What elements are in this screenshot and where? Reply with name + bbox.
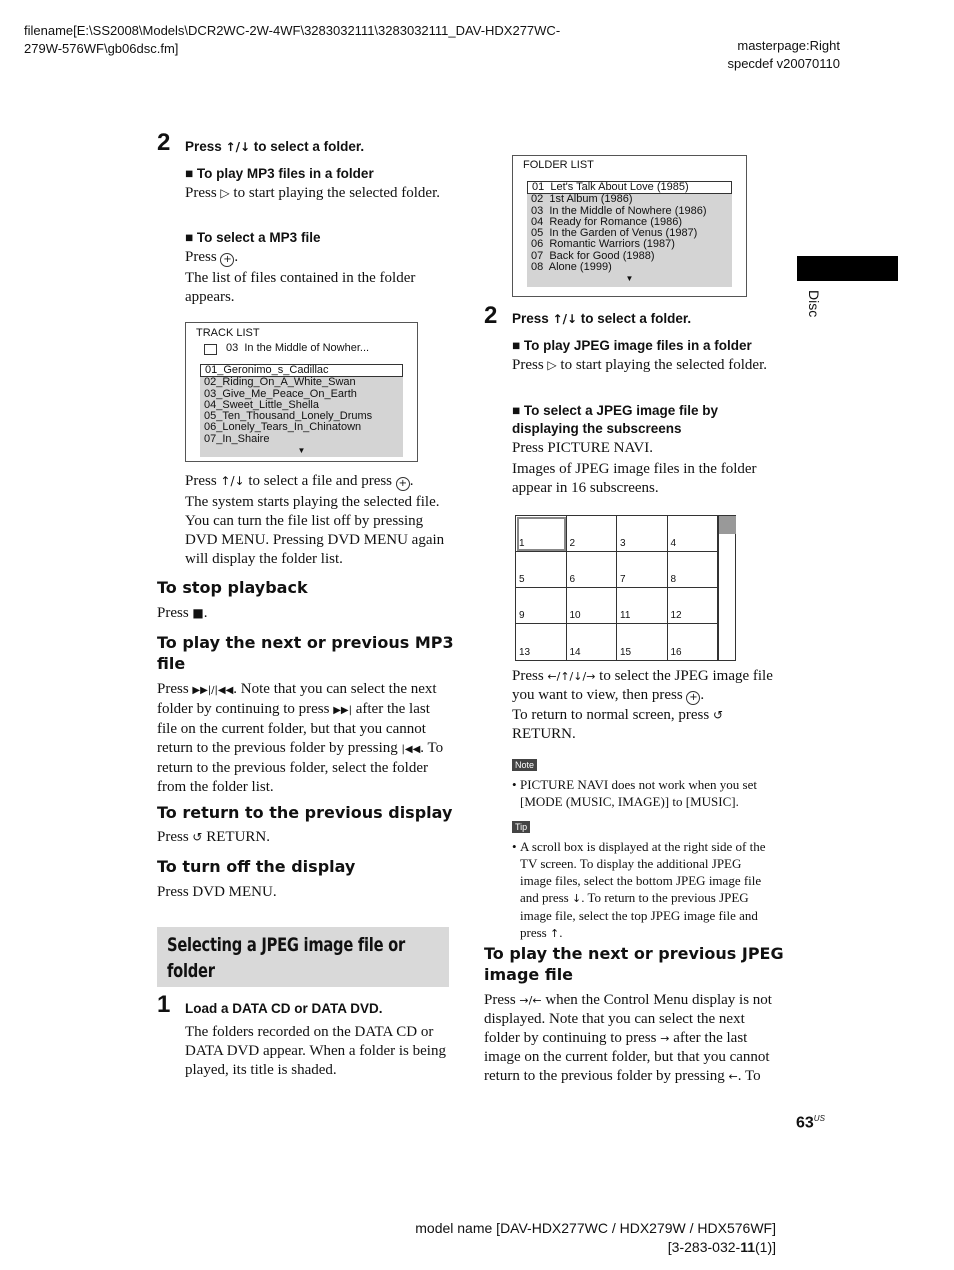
cell-number: 16	[670, 647, 682, 658]
track-list	[200, 364, 403, 457]
bullet-icon: •	[512, 777, 517, 792]
up-down-arrow-icon: ↑/↓	[225, 140, 251, 154]
subheading-text: To select a MP3 file	[196, 230, 321, 245]
subheading-play-jpeg	[512, 337, 752, 355]
current-folder-name: 03 In the Middle of Nowher...	[226, 342, 370, 354]
play-icon: ▷	[220, 186, 230, 200]
paragraph	[512, 356, 774, 375]
paragraph: The list of files contained in the folder appears.	[185, 270, 416, 305]
text: to start playing the selected folder.	[556, 357, 768, 373]
model-name: model name [DAV-HDX277WC / HDX279W / HDX576WF]	[415, 1220, 776, 1236]
step-number: 1	[157, 991, 171, 1018]
next-prev-icon: ▶▶|/|◀◀	[192, 685, 234, 696]
play-icon: ▷	[547, 358, 557, 372]
step-heading: Load a DATA CD or DATA DVD.	[185, 1001, 383, 1016]
paragraph	[185, 248, 445, 267]
list-item[interactable]: 07_In_Shaire	[204, 432, 270, 445]
note-text-row	[512, 776, 774, 810]
return-icon: ↺	[192, 830, 203, 844]
text: RETURN.	[202, 829, 270, 845]
subscreen-cell[interactable]	[516, 588, 567, 624]
note-text: PICTURE NAVI does not work when you set [MODE (MUSIC, IMAGE)] to [MUSIC].	[520, 777, 757, 809]
subscreen-cell[interactable]	[516, 624, 567, 660]
list-item[interactable]: 03_Give_Me_Peace_On_Earth	[204, 387, 357, 400]
tip-text: .	[559, 925, 563, 940]
filename-line-2: 279W-576WF\gb06dsc.fm]	[24, 41, 179, 56]
paragraph	[185, 184, 445, 203]
cell-number: 5	[519, 574, 525, 585]
subheading-play-mp3	[185, 165, 374, 183]
step-number: 2	[157, 129, 171, 156]
text: Press	[512, 357, 548, 373]
list-item[interactable]: 08 Alone (1999)	[531, 261, 612, 274]
list-item[interactable]: 03 In the Middle of Nowhere (1986)	[531, 204, 707, 217]
cell-number: 12	[670, 610, 682, 621]
text: Press	[185, 185, 221, 201]
text: Press	[157, 681, 193, 697]
code-text-bold: 11	[740, 1239, 755, 1255]
tip-text-row	[512, 838, 774, 942]
note-badge: Note	[512, 759, 537, 771]
list-item[interactable]: 01_Geronimo_s_Cadillac	[200, 364, 403, 377]
section-title: Selecting a JPEG image file or folder	[167, 934, 405, 982]
page-number-value: 63	[796, 1114, 814, 1132]
paragraph	[512, 706, 774, 744]
list-item[interactable]: 05_Ten_Thousand_Lonely_Drums	[204, 410, 373, 423]
cell-number: 2	[569, 538, 576, 549]
scroll-down-icon: ▼	[625, 274, 634, 284]
text: .	[409, 473, 414, 489]
subscreen-cell[interactable]	[567, 516, 618, 552]
subheading-text: To play JPEG image files in a folder	[523, 338, 752, 353]
code-text: [3-283-032-	[667, 1239, 741, 1255]
text: to select a file and press	[244, 473, 396, 489]
step-number: 2	[484, 302, 498, 329]
footer	[380, 1219, 776, 1257]
filename-header	[24, 22, 644, 58]
cell-number: 3	[620, 538, 626, 549]
down-arrow-icon: ↓	[572, 892, 582, 905]
text: to select the JPEG image file you want to view, then press	[512, 668, 773, 703]
cell-number: 15	[620, 647, 632, 658]
text: .	[203, 605, 208, 621]
subscreen-cell[interactable]	[567, 624, 618, 660]
bullet-icon: •	[512, 839, 517, 854]
subheading-select-jpeg	[512, 402, 774, 438]
heading-text: Press	[185, 139, 226, 154]
section-heading-next-prev-jpeg: To play the next or previous JPEG image file	[484, 944, 784, 984]
list-item[interactable]: 02_Riding_On_A_White_Swan	[204, 376, 356, 389]
enter-button-icon: +	[220, 253, 234, 267]
square-bullet-icon: ■	[185, 230, 197, 245]
subscreen-cell[interactable]	[617, 588, 668, 624]
next-icon: ▶▶|	[333, 705, 352, 716]
text: Press	[512, 668, 548, 684]
cell-number: 10	[569, 610, 581, 621]
return-icon: ↺	[712, 708, 724, 722]
paragraph	[484, 991, 776, 1086]
folder-list	[527, 181, 732, 287]
paragraph	[157, 604, 208, 623]
heading-text: to select a folder.	[250, 139, 365, 154]
tip-box	[512, 817, 774, 942]
subheading-text: To select a JPEG image file by displaying the subscreens	[512, 403, 718, 436]
step-heading	[512, 311, 691, 326]
list-item[interactable]: 05 In the Garden of Venus (1987)	[531, 227, 698, 240]
list-item[interactable]: 02 1st Album (1986)	[531, 193, 633, 206]
tip-badge: Tip	[512, 821, 530, 833]
paragraph	[512, 667, 774, 705]
cell-number: 4	[670, 538, 677, 549]
text: after the last image on the current folder, but that you cannot return to the previous folder by pressing	[484, 1030, 770, 1084]
text: after the last file on the current folder, but that you cannot return to the previous folder by pressing	[157, 701, 430, 756]
up-arrow-icon: ↑	[549, 927, 560, 940]
cell-number: 8	[670, 574, 677, 585]
cell-number: 9	[519, 610, 525, 621]
subscreen-cell[interactable]	[668, 624, 719, 660]
stop-icon: ■	[192, 606, 204, 620]
text: .	[234, 249, 239, 265]
document-code	[380, 1238, 776, 1257]
square-bullet-icon: ■	[512, 403, 524, 418]
page-number	[796, 1114, 825, 1132]
filename-line-1: filename[E:\SS2008\Models\DCR2WC-2W-4WF\3283032111\3283032111_DAV-HDX277WC-	[24, 23, 561, 38]
paragraph: The folders recorded on the DATA CD or DATA DVD appear. When a folder is being played, its title is shaded.	[185, 1024, 446, 1078]
subscreen-cell[interactable]	[567, 552, 618, 588]
text: Press	[157, 829, 193, 845]
cell-number: 13	[519, 647, 531, 658]
paragraph: The system starts playing the selected file. You can turn the file list off by pressing DVD MENU. Pressing DVD MENU again will display the folder list.	[185, 494, 445, 567]
list-item[interactable]: 06 Romantic Warriors (1987)	[531, 238, 675, 251]
specdef-label: specdef v20070110	[727, 56, 840, 71]
prev-icon: |◀◀	[401, 744, 421, 755]
text: To return to normal screen, press	[512, 707, 713, 723]
text: Press	[157, 605, 193, 621]
text: . To	[737, 1068, 761, 1084]
tip-text: . To return to the previous JPEG image file, select the top JPEG image file and press	[520, 890, 758, 940]
subscreen-cell[interactable]	[668, 588, 719, 624]
section-title-box	[157, 927, 449, 987]
cell-number: 14	[569, 647, 581, 658]
paragraph: Press PICTURE NAVI.	[512, 440, 653, 456]
subscreen-cell[interactable]	[617, 624, 668, 660]
text: . To return to the previous folder, select the folder from the folder list.	[157, 740, 444, 795]
screen-title: TRACK LIST	[196, 327, 260, 339]
screen-title: FOLDER LIST	[523, 159, 594, 171]
cell-number: 11	[620, 610, 631, 621]
list-item[interactable]: 04 Ready for Romance (1986)	[531, 215, 683, 228]
text: .	[700, 687, 705, 703]
right-arrow-icon: →	[660, 1032, 670, 1045]
list-item[interactable]: 01 Let's Talk About Love (1985)	[527, 181, 732, 194]
subscreen-cell[interactable]	[668, 552, 719, 588]
section-heading-turn-off: To turn off the display	[157, 857, 356, 876]
paragraph	[157, 680, 449, 797]
folder-list-screen	[512, 155, 747, 297]
cell-number: 1	[519, 538, 525, 549]
list-item[interactable]: 04_Sweet_Little_Shella	[204, 398, 319, 411]
list-item[interactable]: 07 Back for Good (1988)	[531, 249, 655, 262]
up-down-arrow-icon: ↑/↓	[220, 474, 245, 488]
note-box	[512, 755, 774, 810]
text: RETURN.	[512, 726, 576, 742]
paragraph: Images of JPEG image files in the folder appear in 16 subscreens.	[512, 461, 757, 496]
masterpage-label: masterpage:Right	[737, 38, 840, 53]
side-tab	[797, 256, 898, 281]
left-arrow-icon: ←	[728, 1070, 738, 1083]
subscreen-cell[interactable]	[617, 516, 668, 552]
text: . Note that you can select the next folder by continuing to press	[157, 681, 437, 717]
cell-number: 6	[569, 574, 576, 585]
section-heading-stop: To stop playback	[157, 578, 308, 597]
subscreen-cell[interactable]	[567, 588, 618, 624]
jpeg-subscreen-grid	[515, 515, 736, 661]
scroll-down-icon: ▼	[297, 446, 306, 456]
section-heading-next-prev-mp3: To play the next or previous MP3 file	[157, 633, 454, 673]
subheading-text: To play MP3 files in a folder	[196, 166, 374, 181]
heading-text: to select a folder.	[577, 311, 692, 326]
track-list-screen	[185, 322, 418, 462]
side-tab-label: Disc	[806, 290, 822, 318]
subheading-select-mp3	[185, 229, 320, 247]
subscreen-cell[interactable]	[617, 552, 668, 588]
text: Press	[185, 473, 221, 489]
up-down-arrow-icon: ↑/↓	[552, 312, 578, 326]
right-left-arrow-icon: →/←	[519, 994, 542, 1007]
step-heading	[185, 139, 364, 154]
text: when the Control Menu display is not displayed. Note that you can select the next folder by continuing to press	[484, 992, 772, 1046]
scrollbar[interactable]	[718, 516, 736, 660]
scroll-thumb[interactable]	[719, 516, 736, 534]
list-item[interactable]: 06_Lonely_Tears_In_Chinatown	[204, 421, 362, 434]
text: Press	[484, 992, 520, 1008]
text: to start playing the selected folder.	[229, 185, 441, 201]
subscreen-cell[interactable]	[668, 516, 719, 552]
code-text: (1)]	[755, 1239, 776, 1255]
tip-text: A scroll box is displayed at the right side of the TV screen. To display the additional JPEG image files, select the bottom JPEG image file and press	[520, 839, 766, 905]
square-bullet-icon: ■	[512, 338, 524, 353]
enter-button-icon: +	[686, 691, 700, 705]
paragraph	[157, 828, 270, 847]
subscreen-cell[interactable]	[516, 552, 567, 588]
text: Press	[185, 249, 221, 265]
square-bullet-icon: ■	[185, 166, 197, 181]
paragraph	[185, 472, 447, 491]
section-heading-return: To return to the previous display	[157, 803, 453, 822]
page-number-suffix: US	[813, 1114, 825, 1123]
four-way-arrow-icon: ←/↑/↓/→	[547, 670, 596, 683]
cell-number: 7	[620, 574, 626, 585]
folder-icon	[204, 344, 217, 355]
heading-text: Press	[512, 311, 553, 326]
paragraph: Press DVD MENU.	[157, 884, 277, 900]
masterpage-header	[700, 37, 840, 73]
subscreen-cell[interactable]	[516, 516, 567, 552]
enter-button-icon: +	[396, 477, 410, 491]
